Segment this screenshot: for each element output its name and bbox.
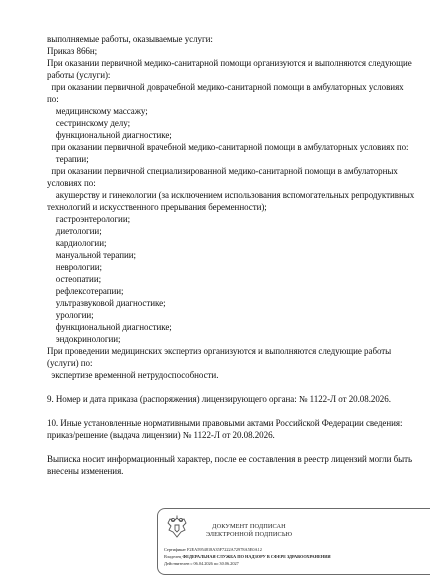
owner-value: ФЕДЕРАЛЬНАЯ СЛУЖБА ПО НАДЗОРУ В СФЕРЕ ЗДРАВООХРАНЕНИЯ	[182, 554, 331, 559]
signature-title-1: ДОКУМЕНТ ПОДПИСАН	[212, 523, 286, 530]
document-line: кардиологии;	[47, 238, 107, 248]
owner-label: Владелец	[164, 554, 182, 559]
document-line: медицинскому массажу;	[47, 106, 148, 116]
item-10-other-info: 10. Иные установленные нормативными правовыми актами Российской Федерации сведения: приказ/решение (выдача лицензии) № 1122-Л от 20.08.2026.	[47, 418, 403, 440]
document-line: терапии;	[47, 154, 89, 164]
document-line: При проведении медицинских экспертиз организуются и выполняются следующие работы	[47, 346, 392, 356]
document-line: условиях по:	[47, 178, 96, 188]
document-line: неврологии;	[47, 262, 103, 272]
document-line: функциональной диагностике;	[47, 322, 172, 332]
signature-header	[194, 523, 304, 539]
document-line: работы (услуги):	[47, 70, 111, 80]
certificate-row	[164, 546, 331, 553]
document-line: выполняемые работы, оказываемые услуги:	[47, 34, 213, 44]
activity-list	[47, 33, 419, 381]
certificate-label: Сертификат	[164, 547, 186, 552]
signature-details	[164, 546, 331, 567]
document-line: экспертизе временной нетрудоспособности.	[47, 370, 219, 380]
document-line: (услуги) по:	[47, 358, 93, 368]
document-line: функциональной диагностике;	[47, 130, 172, 140]
coat-of-arms-icon	[164, 514, 190, 540]
item-9-order-number: 9. Номер и дата приказа (распоряжения) лицензирующего органа: № 1122-Л от 20.08.2026.	[47, 394, 391, 404]
document-line: при оказании первичной врачебной медико-санитарной помощи в амбулаторных условиях по:	[47, 142, 409, 152]
document-line: гастроэнтерологии;	[47, 214, 131, 224]
disclaimer-note: Выписка носит информационный характер, после ее составления в реестр лицензий могли быть внесены изменения.	[47, 454, 413, 476]
document-line: урологии;	[47, 310, 94, 320]
electronic-signature-stamp	[157, 508, 430, 575]
document-line: эндокринологии;	[47, 334, 121, 344]
document-line: диетологии;	[47, 226, 102, 236]
document-line: Приказ 866н;	[47, 46, 98, 56]
owner-row	[164, 553, 331, 560]
document-line: мануальной терапии;	[47, 250, 136, 260]
document-line: сестринскому делу;	[47, 118, 131, 128]
document-line: акушерству и гинекологии (за исключением использования вспомогательных репродуктивных	[47, 190, 415, 200]
document-line: по:	[47, 94, 59, 104]
document-line: при оказании первичной доврачебной медико-санитарной помощи в амбулаторных условиях	[47, 82, 404, 92]
document-line: остеопатии;	[47, 274, 102, 284]
validity-row: Действителен с 06.04.2026 по 30.06.2027	[164, 561, 239, 566]
document-body	[47, 33, 419, 477]
signature-title-2: ЭЛЕКТРОННОЙ ПОДПИСЬЮ	[205, 531, 293, 538]
document-line: технологий и искусственного прерывания беременности);	[47, 202, 267, 212]
document-line: ультразвуковой диагностике;	[47, 298, 166, 308]
document-line: рефлексотерапии;	[47, 286, 124, 296]
document-line: при оказании первичной специализированной медико-санитарной помощи в амбулаторных	[47, 166, 398, 176]
document-line: При оказании первичной медико-санитарной помощи организуются и выполняются следующие	[47, 58, 412, 68]
certificate-value: F2EA5954818A35F7222A72978A5E0A12	[186, 547, 262, 552]
